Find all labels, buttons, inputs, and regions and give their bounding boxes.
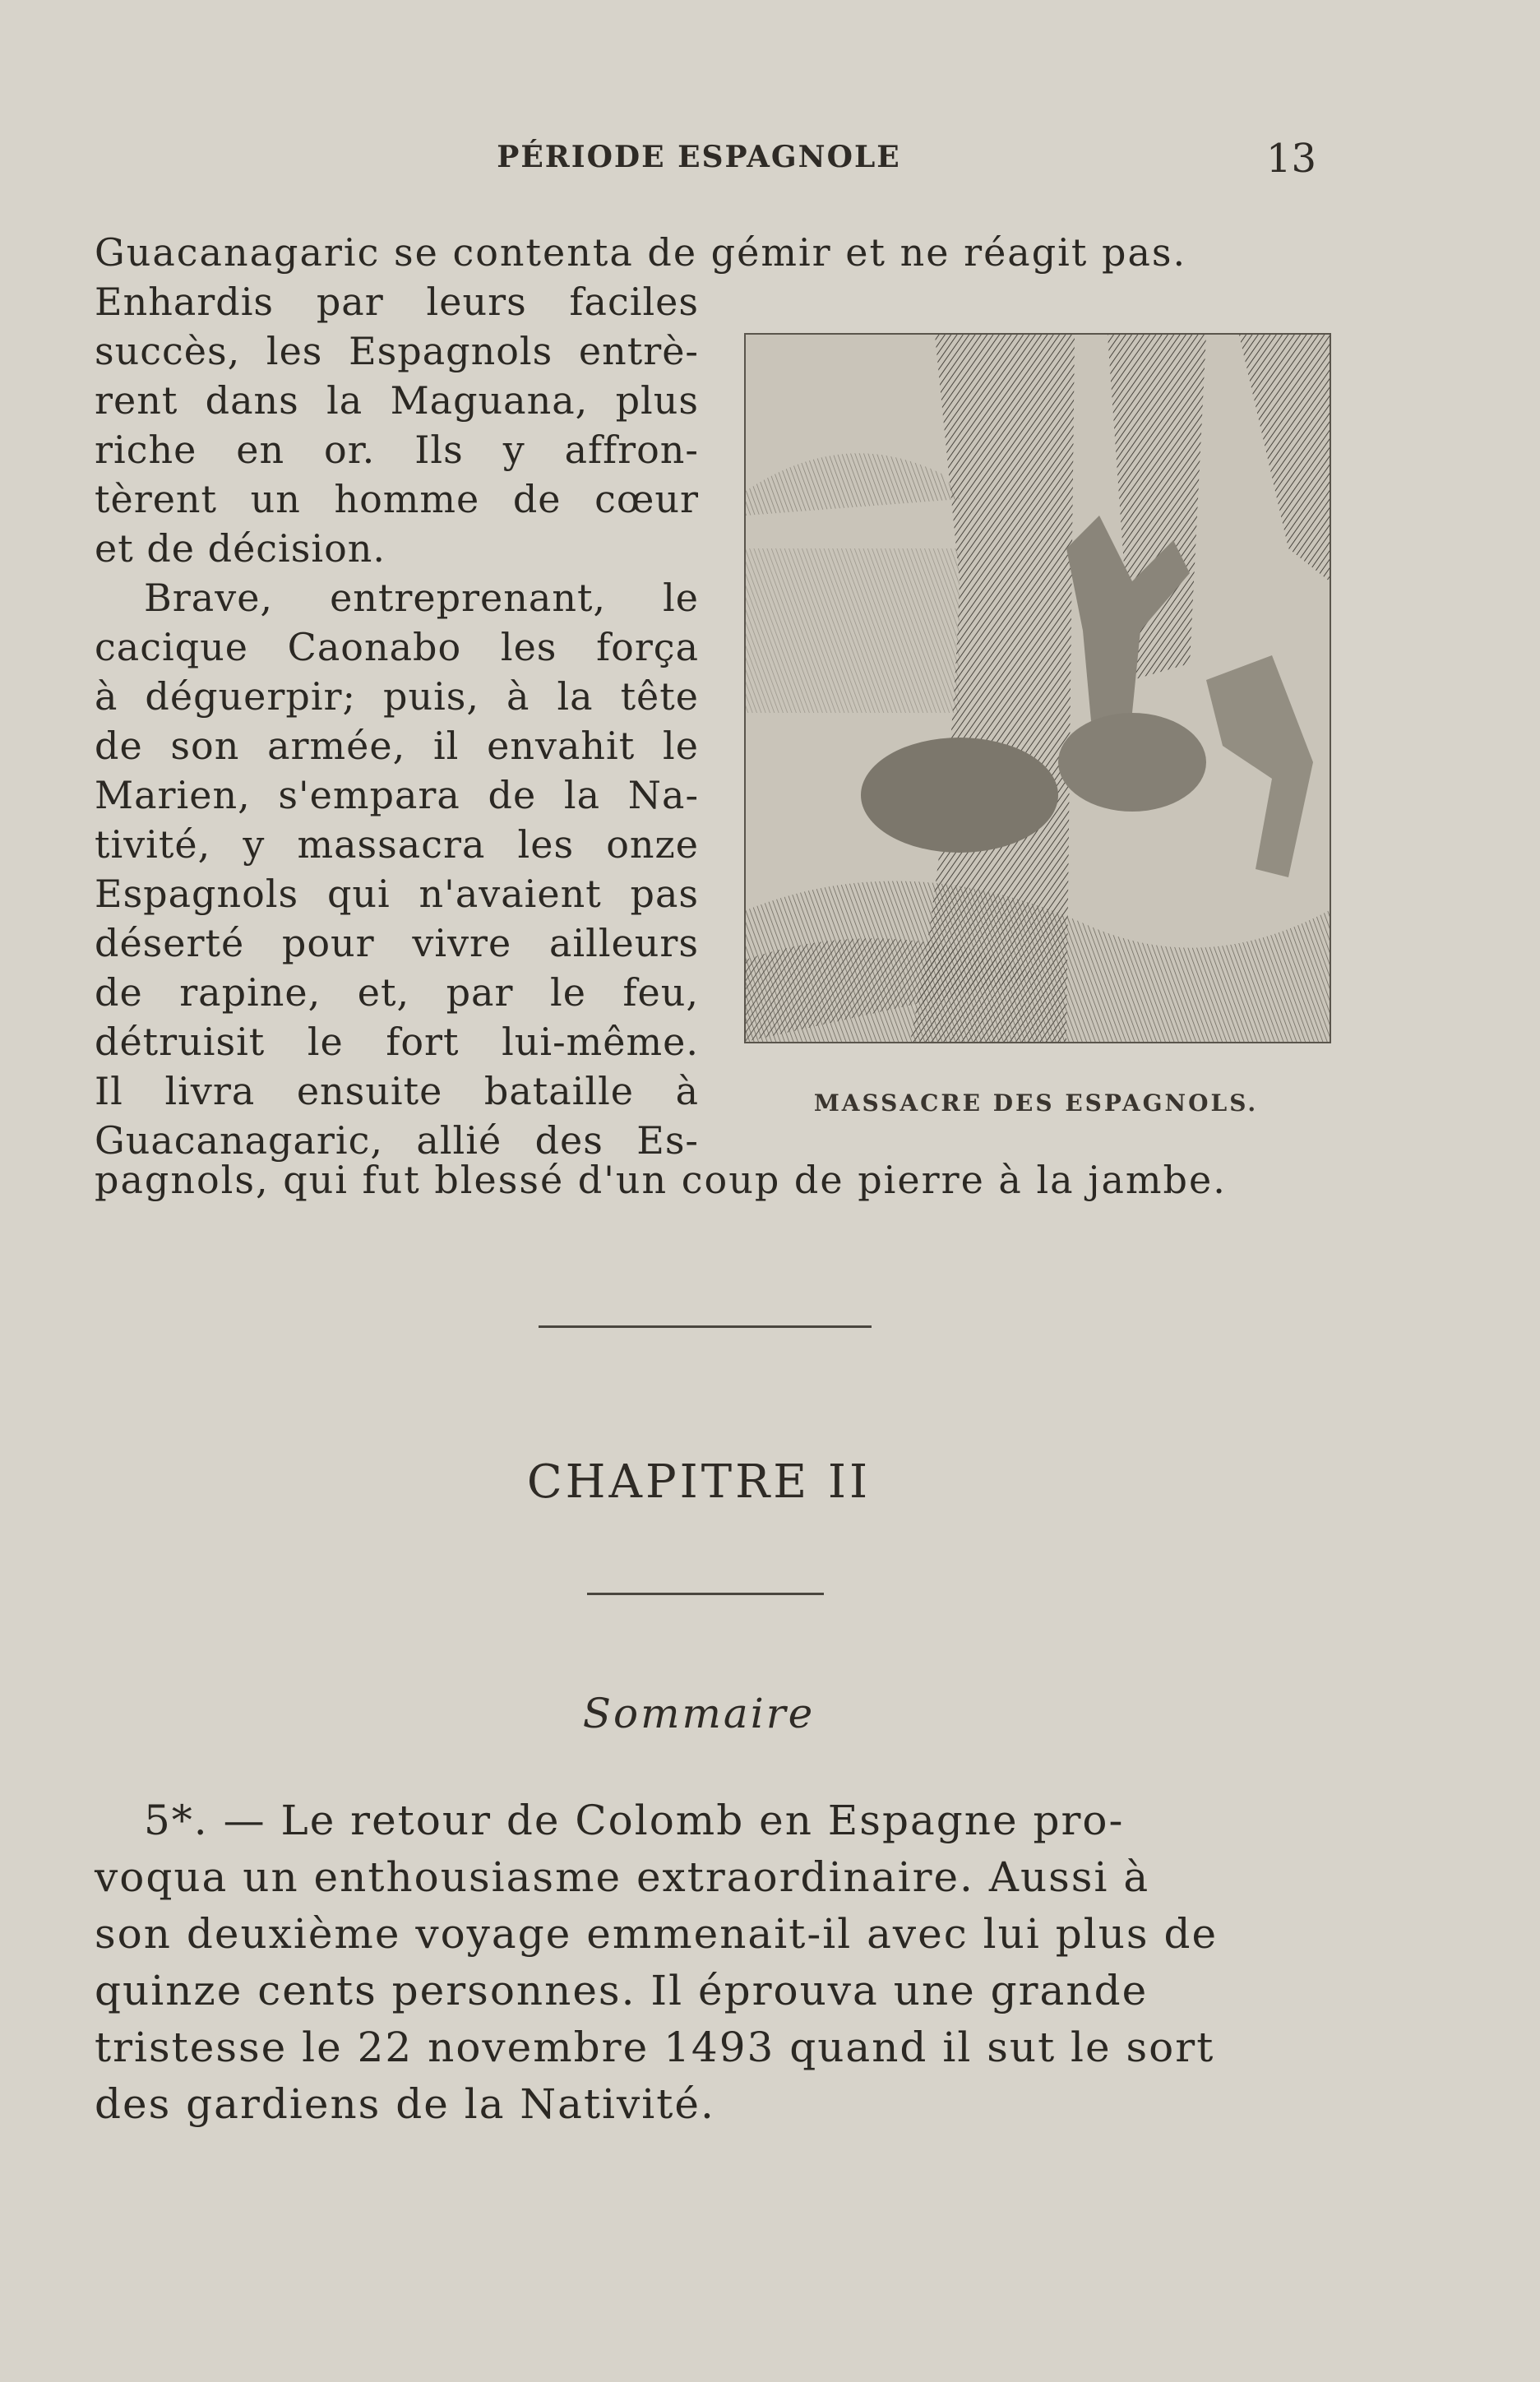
word: Ils (414, 428, 464, 472)
word: à (95, 674, 118, 719)
word: à (506, 674, 530, 719)
word: détruisit (95, 1020, 266, 1064)
horizontal-rule-bottom (587, 1593, 824, 1595)
word: il (432, 724, 460, 768)
word: puis, (383, 674, 480, 719)
summary-line: tristesse le 22 novembre 1493 quand il sut le sort (95, 2024, 1215, 2071)
word: armée, (267, 724, 406, 768)
engraving-illustration (744, 333, 1331, 1043)
text-line (95, 573, 699, 622)
word: entreprenant, (330, 576, 607, 620)
word: Marien, (95, 773, 251, 817)
word: rapine, (179, 970, 321, 1015)
word: de (488, 773, 537, 817)
wrapped-text-column (95, 277, 699, 1165)
word: par (446, 970, 514, 1015)
summary-paragraph (95, 1792, 1320, 2133)
word: tèrent (95, 477, 218, 521)
word: bataille (483, 1069, 635, 1113)
engraving-drawing (746, 335, 1330, 1042)
word: par (316, 280, 384, 324)
word: vivre (412, 921, 512, 965)
word: homme (334, 477, 480, 521)
word: Maguana, (390, 378, 589, 423)
word: la (557, 674, 594, 719)
word: onze (606, 822, 699, 867)
word: rent (95, 378, 178, 423)
word: affron- (564, 428, 699, 472)
text-line (95, 672, 699, 721)
word: Na- (627, 773, 699, 817)
illustration-caption: MASSACRE DES ESPAGNOLS. (813, 1089, 1259, 1117)
word: s'empara (278, 773, 460, 817)
word: et, (357, 970, 410, 1015)
word: le (663, 576, 699, 620)
word: le (663, 724, 699, 768)
summary-line: son deuxième voyage emmenait-il avec lui plus de (95, 1910, 1219, 1958)
word: dans (205, 378, 299, 423)
word: de (95, 724, 143, 768)
word: de (512, 477, 562, 521)
word: ailleurs (548, 921, 699, 965)
word: des (534, 1118, 604, 1163)
word: les (517, 822, 575, 867)
word: Brave, (144, 576, 274, 620)
word: cacique (95, 625, 248, 669)
text-line (95, 1017, 699, 1066)
word: à (675, 1069, 699, 1113)
word: un (250, 477, 301, 521)
horizontal-rule-top (539, 1325, 872, 1328)
word: succès, (95, 329, 241, 373)
word: or. (324, 428, 376, 472)
word: le (550, 970, 586, 1015)
word: tivité, (95, 822, 211, 867)
text-line (95, 1066, 699, 1116)
word: en (236, 428, 285, 472)
word: cœur (594, 477, 699, 521)
word: les (266, 329, 323, 373)
text-line (95, 968, 699, 1017)
word: plus (615, 378, 699, 423)
summary-line: quinze cents personnes. Il éprouva une grande (95, 1967, 1149, 2014)
text-line (95, 622, 699, 672)
word: Espagnols (349, 329, 553, 373)
word: leurs (426, 280, 527, 324)
section-subtitle: Sommaire (582, 1690, 816, 1737)
word: allié (416, 1118, 502, 1163)
word: massacra (297, 822, 486, 867)
word: y (243, 822, 266, 867)
page-number: 13 (1266, 136, 1317, 182)
word: tête (620, 674, 699, 719)
word: Espagnols (95, 872, 299, 916)
word: Es- (636, 1118, 699, 1163)
word: Caonabo (287, 625, 462, 669)
word: de (95, 970, 143, 1015)
word: lui-même. (502, 1020, 699, 1064)
word: la (326, 378, 363, 423)
word: entrè- (578, 329, 699, 373)
word: feu, (622, 970, 699, 1015)
word: déguerpir; (145, 674, 357, 719)
text-line (95, 277, 699, 326)
text-line (95, 425, 699, 474)
word: Enhardis (95, 280, 275, 324)
word: n'avaient (419, 872, 602, 916)
word: y (502, 428, 525, 472)
word: Il (95, 1069, 123, 1113)
word: força (596, 625, 699, 669)
word: fort (386, 1020, 460, 1064)
word: pour (281, 921, 375, 965)
word: livra (164, 1069, 256, 1113)
text-line (95, 869, 699, 918)
text-line (95, 820, 699, 869)
summary-line: 5*. — Le retour de Colomb en Espagne pro- (144, 1797, 1125, 1844)
word: envahit (487, 724, 636, 768)
text-line (95, 474, 699, 524)
word: déserté (95, 921, 245, 965)
text-line (95, 770, 699, 820)
text-line (95, 376, 699, 425)
word: ensuite (296, 1069, 443, 1113)
word: faciles (569, 280, 699, 324)
word: les (500, 625, 557, 669)
paragraph-last-line: pagnols, qui fut blessé d'un coup de pierre à la jambe. (95, 1158, 1227, 1202)
word: le (307, 1020, 344, 1064)
paragraph-first-line: Guacanagaric se contenta de gémir et ne réagit pas. (95, 230, 1187, 275)
word: riche (95, 428, 197, 472)
word: et de décision. (95, 526, 386, 571)
text-line (95, 524, 699, 573)
chapter-title: CHAPITRE II (526, 1455, 872, 1509)
running-header: PÉRIODE ESPAGNOLE (497, 140, 901, 174)
text-line (95, 326, 699, 376)
summary-line: voqua un enthousiasme extraordinaire. Aussi à (95, 1853, 1150, 1901)
text-line (95, 918, 699, 968)
word: son (170, 724, 240, 768)
text-line (95, 721, 699, 770)
word: pas (630, 872, 699, 916)
word: la (563, 773, 601, 817)
word: qui (326, 872, 391, 916)
word: Guacanagaric, (95, 1118, 383, 1163)
summary-line: des gardiens de la Nativité. (95, 2080, 715, 2128)
